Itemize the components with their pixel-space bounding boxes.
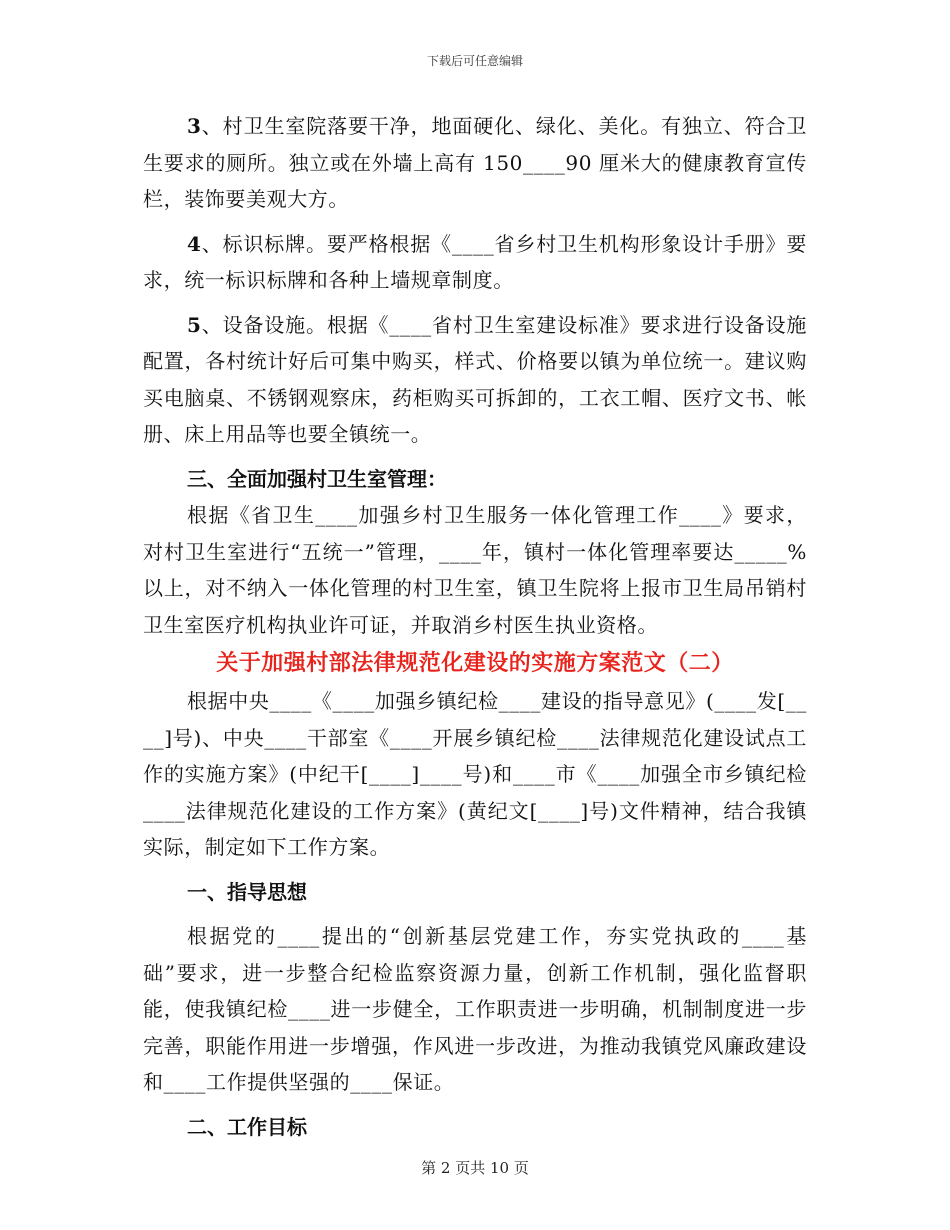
section-heading-3: 三、全面加强村卫生室管理： xyxy=(187,466,447,491)
section-heading-1: 一、指导思想 xyxy=(187,879,307,904)
item-text: 、村卫生室院落要干净，地面硬化、绿化、美化。有独立、符合卫生要求的厕所。独立或在外墙上高有 150____90 厘米大的健康教育宣传栏，装饰要美观大方。 xyxy=(143,114,807,211)
page-header: 下载后可任意编辑 xyxy=(426,54,523,68)
paragraph-item-4 xyxy=(143,226,807,299)
paragraph-guiding-ideology: 根据党的____提出的“创新基层党建工作，夯实党执政的____基础”要求，进一步整合纪检监察资源力量，创新工作机制，强化监督职能，使我镇纪检____进一步健全，工作职责进一步明确，机制制度进一步完善，职能作用进一步增强，作风进一步改进，为推动我镇党风廉政建设和____工作提供坚强的____保证。 xyxy=(143,924,807,1094)
document-title: 关于加强村部法律规范化建设的实施方案范文（二） xyxy=(216,650,734,676)
page-footer: 第 2 页共 10 页 xyxy=(421,1159,529,1177)
item-number: 5 xyxy=(187,312,202,337)
item-text: 、标识标牌。要严格根据《____省乡村卫生机构形象设计手册》要求，统一标识标牌和各种上墙规章制度。 xyxy=(143,231,807,292)
page-content xyxy=(143,108,807,1145)
paragraph-item-3 xyxy=(143,108,807,218)
paragraph-intro: 根据中央____《____加强乡镇纪检____建设的指导意见》(____发[____]号)、中央____干部室《____开展乡镇纪检____法律规范化建设试点工作的实施方案》(中纪干[____]____号)和____市《____加强全市乡镇纪检____法律规范化建设的工作方案》(黄纪文[____]号)文件精神，结合我镇实际，制定如下工作方案。 xyxy=(143,689,807,859)
item-number: 3 xyxy=(187,114,202,138)
item-text: 、设备设施。根据《____省村卫生室建设标准》要求进行设备设施配置，各村统计好后可集中购买，样式、价格要以镇为单位统一。建议购买电脑桌、不锈钢观察床，药柜购买可拆卸的，工衣工帽、医疗文书、帐册、床上用品等也要全镇统一。 xyxy=(143,312,807,446)
section-heading-2: 二、工作目标 xyxy=(187,1114,307,1139)
paragraph-item-5 xyxy=(143,307,807,453)
paragraph-management: 根据《省卫生____加强乡村卫生服务一体化管理工作____》要求，对村卫生室进行“五统一”管理，____年，镇村一体化管理率要达_____%以上，对不纳入一体化管理的村卫生室，镇卫生院将上报市卫生局吊销村卫生室医疗机构执业许可证，并取消乡村医生执业资格。 xyxy=(143,503,807,637)
item-number: 4 xyxy=(187,231,202,256)
